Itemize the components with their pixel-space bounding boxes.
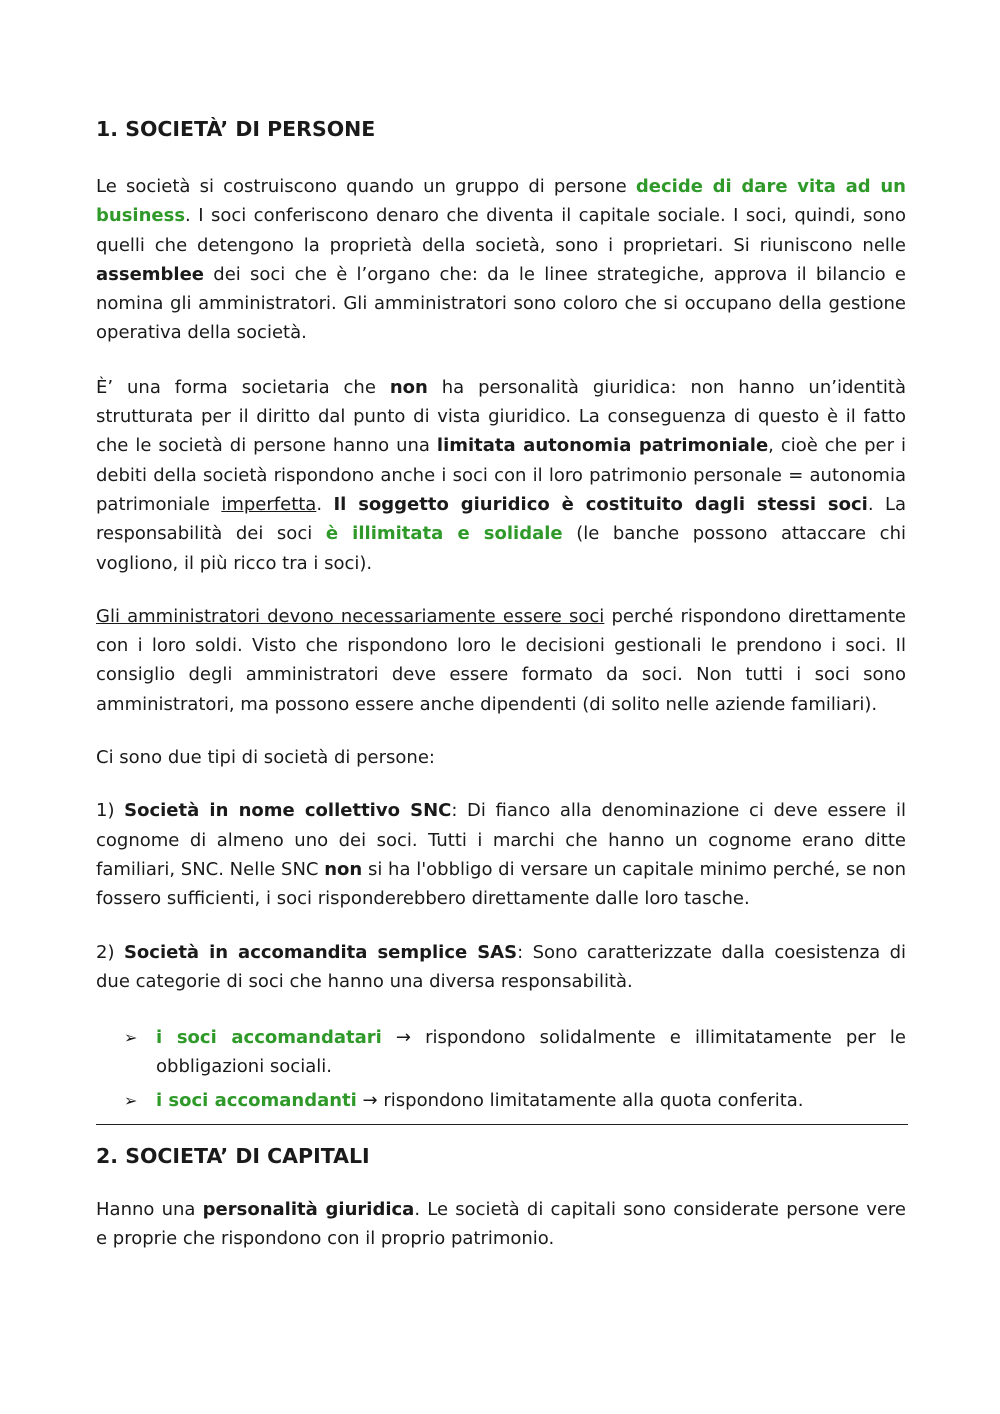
section-1-paragraph-2 — [96, 373, 906, 578]
bold-term: Società in accomandita semplice SAS — [123, 941, 518, 963]
text-run: Le società si costruiscono quando un gruppo di persone — [96, 176, 636, 197]
underlined-term: imperfetta — [221, 493, 317, 515]
text-run: , cioè che per i debiti della società rispondono anche i soci con il loro patrimonio personale = autonomia patrimoniale — [96, 435, 906, 515]
partner-types-list — [96, 1023, 906, 1115]
text-run: : Sono caratterizzate dalla coesistenza di due categorie di soci che hanno una diversa responsabilità. — [96, 941, 906, 992]
green-highlight: decide di dare vita ad un business — [96, 176, 906, 227]
text-run: . Le società di capitali sono considerate persone vere e proprie che rispondono con il proprio patrimonio. — [96, 1199, 906, 1250]
text-run: : Di fianco alla denominazione ci deve essere il cognome di almeno uno dei soci. Tutti i marchi che hanno un cognome erano ditte familiari, SNC. Nelle SNC — [96, 800, 906, 880]
text-run: ha personalità giuridica: non hanno un’identità strutturata per il diritto dal punto di vista giuridico. La conseguenza di questo è il fatto che le società di persone hanno una — [96, 376, 907, 457]
green-highlight: i soci accomandatari — [156, 1027, 382, 1049]
text-run: si ha l'obbligo di versare un capitale minimo perché, se non fossero sufficienti, i soci risponderebbero direttamente dalle loro tasche. — [96, 858, 907, 910]
sas-paragraph — [96, 938, 906, 997]
section-1-paragraph-4: Ci sono due tipi di società di persone: — [96, 747, 435, 769]
bold-term: Società in nome collettivo SNC — [124, 800, 452, 822]
underlined-phrase: Gli amministratori devono necessariamente essere soci — [96, 605, 605, 627]
green-highlight: è illimitata e solidale — [325, 523, 563, 545]
section-2-heading: 2. SOCIETA’ DI CAPITALI — [96, 1144, 370, 1169]
bold-term: assemblee — [96, 263, 205, 285]
list-item — [96, 1086, 906, 1115]
bold-term: non — [324, 858, 363, 880]
text-run: . La responsabilità dei soci — [96, 493, 906, 545]
list-item — [96, 1023, 906, 1082]
bold-term: personalità giuridica — [202, 1199, 415, 1221]
arrow-bullet-icon: ➢ — [124, 1090, 138, 1110]
text-run: rispondono solidalmente e illimitatamente per le obbligazioni sociali. — [156, 1027, 906, 1078]
bold-term: non — [389, 376, 428, 398]
section-divider — [96, 1124, 908, 1125]
text-run: perché rispondono direttamente con i loro soldi. Visto che rispondono loro le decisioni gestionali le prendono i soci. Il consiglio degli amministratori deve essere formato da soci. Non tutti i soci sono amministratori, ma possono essere anche dipendenti (di solito nelle aziende familiari). — [96, 605, 906, 715]
green-highlight: i soci accomandanti — [156, 1089, 357, 1111]
text-run: dei soci che è l’organo che: da le linee strategiche, approva il bilancio e nomina gli amministratori. Gli amministratori sono coloro che si occupano della gestione operativa della società. — [96, 263, 906, 344]
text-run: È’ una forma societaria che — [96, 376, 390, 398]
text-run: rispondono limitatamente alla quota conferita. — [377, 1089, 804, 1111]
section-2-paragraph-1 — [96, 1195, 906, 1254]
snc-paragraph — [96, 796, 906, 913]
text-run: 1) — [96, 800, 125, 822]
text-run: Hanno una — [96, 1199, 203, 1221]
section-1-paragraph-1 — [96, 172, 906, 348]
bold-term: Il soggetto giuridico è costituito dagli stessi soci — [333, 493, 868, 515]
text-run: . I soci conferiscono denaro che diventa il capitale sociale. I soci, quindi, sono quelli che detengono la proprietà della società, sono i proprietari. Si riuniscono nelle — [96, 205, 906, 256]
section-1-heading: 1. SOCIETÀ’ DI PERSONE — [96, 117, 376, 141]
right-arrow-icon: → — [395, 1027, 411, 1049]
bold-term: limitata autonomia patrimoniale — [436, 435, 769, 457]
right-arrow-icon: → — [362, 1089, 378, 1111]
text-run: . — [316, 493, 334, 515]
text-run: 2) — [96, 941, 124, 963]
arrow-bullet-icon: ➢ — [124, 1028, 138, 1048]
document-page — [96, 112, 906, 1254]
section-1-paragraph-3 — [96, 602, 906, 719]
text-run: (le banche possono attaccare chi vogliono, il più ricco tra i soci). — [96, 523, 906, 574]
